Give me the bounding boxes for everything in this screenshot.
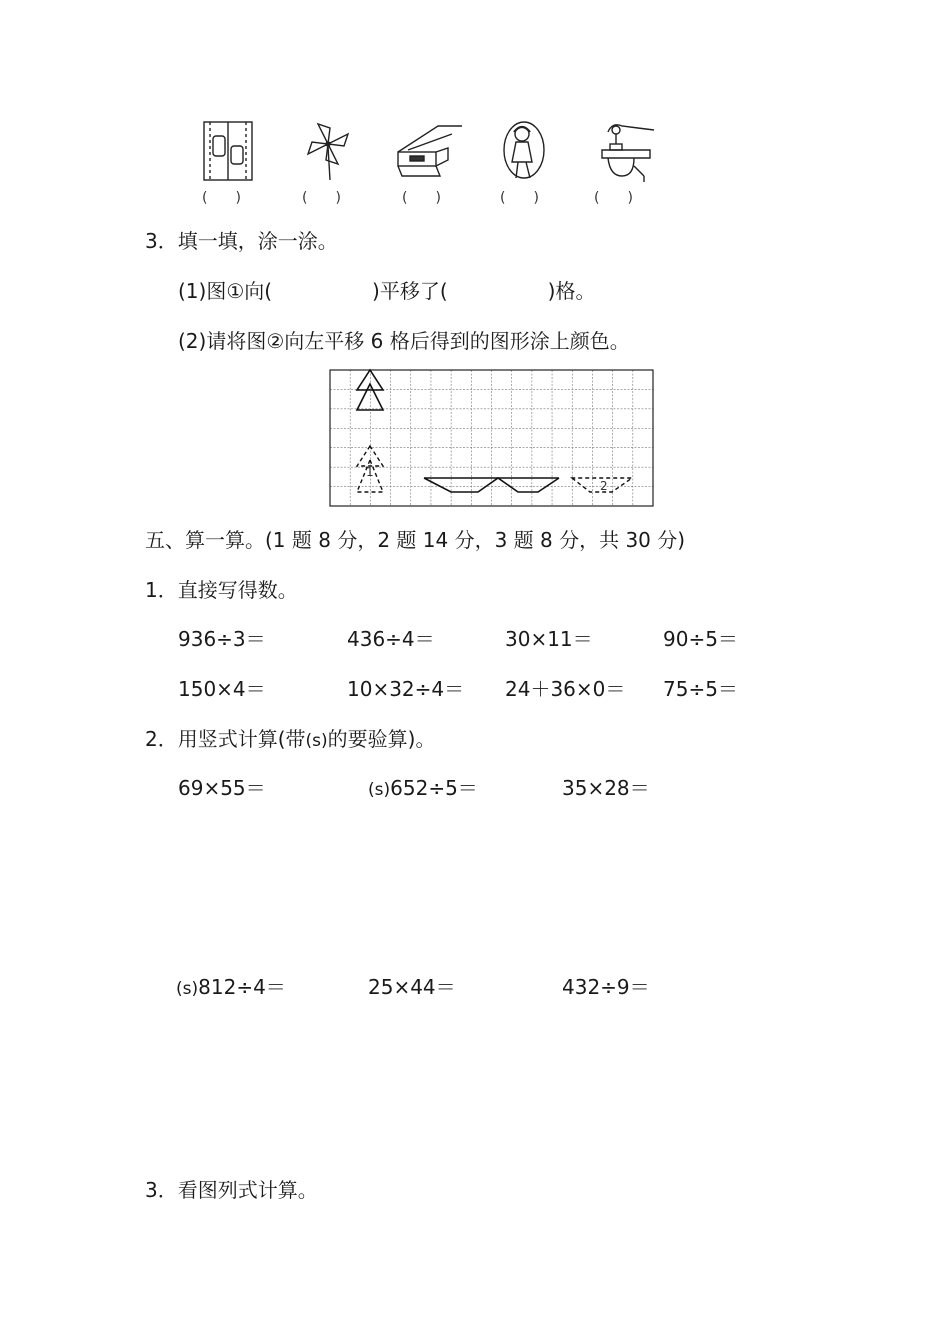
picture-blank-5[interactable]: ( ) — [594, 190, 633, 206]
s5-q2-r1-c1: 69×55＝ — [178, 776, 266, 800]
picture-blank-3[interactable]: ( ) — [402, 190, 441, 206]
s5-q2-r2-c2: 25×44＝ — [368, 975, 456, 999]
s5-q2-r2-c1: (s)812÷4＝ — [176, 975, 286, 999]
faucet-icon — [594, 118, 658, 184]
pinwheel-icon — [300, 118, 356, 183]
s5-q1-r2-c3: 24＋36×0＝ — [505, 677, 626, 701]
picture-blank-4[interactable]: ( ) — [500, 190, 539, 206]
s5-q1-heading: 1．直接写得数。 — [145, 578, 298, 602]
s5-q2-r1-c3: 35×28＝ — [562, 776, 650, 800]
drawer-icon — [392, 120, 464, 182]
translation-grid — [330, 370, 654, 508]
q3-part2: (2)请将图②向左平移 6 格后得到的图形涂上颜色。 — [178, 329, 630, 353]
s5-q1-r1-c4: 90÷5＝ — [663, 627, 738, 651]
s5-q2-r1-c2: (s)652÷5＝ — [368, 776, 478, 800]
s5-q2-heading — [145, 725, 435, 755]
q3-part1: (1)图①向( )平移了( )格。 — [178, 279, 596, 303]
s5-q2-heading-start: 2．用竖式计算(带 — [145, 727, 306, 751]
s5-q2-heading-end: 的要验算)。 — [327, 727, 436, 751]
figure-2-label: 2 — [600, 479, 608, 493]
check-mark-s: (s) — [176, 979, 199, 999]
q3-heading: 3．填一填，涂一涂。 — [145, 229, 338, 253]
s5-q1-r2-c4: 75÷5＝ — [663, 677, 738, 701]
s5-q1-r1-c2: 436÷4＝ — [347, 627, 435, 651]
section5-heading: 五、算一算。(1 题 8 分，2 题 14 分，3 题 8 分，共 30 分) — [145, 528, 686, 552]
check-mark-s: (s) — [368, 780, 391, 800]
s5-q1-r1-c1: 936÷3＝ — [178, 627, 266, 651]
s5-q1-r2-c2: 10×32÷4＝ — [347, 677, 465, 701]
figure-1-label: 1 — [366, 465, 374, 479]
s5-q2-r2-c3: 432÷9＝ — [562, 975, 650, 999]
picture-blank-1[interactable]: ( ) — [202, 190, 241, 206]
elevator-icon — [200, 120, 256, 185]
girl-jump-rope-icon — [496, 120, 552, 185]
check-mark-s: (s) — [305, 731, 328, 751]
picture-blank-2[interactable]: ( ) — [302, 190, 341, 206]
s5-q3-heading: 3．看图列式计算。 — [145, 1178, 318, 1202]
s5-q1-r2-c1: 150×4＝ — [178, 677, 266, 701]
figure-1-solid — [357, 370, 383, 410]
s5-q1-r1-c3: 30×11＝ — [505, 627, 593, 651]
